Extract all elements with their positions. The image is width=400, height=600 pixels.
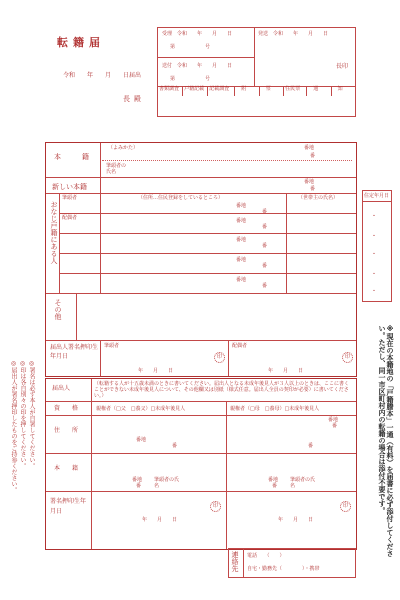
office-col: 通 [307,86,331,96]
honseki2-ban-1: 番 [136,483,142,489]
shikaku-1[interactable]: 親権者（□父 □養父）□未成年後見人 [96,406,186,412]
reception-date: 受理 令和 年 月 日 [162,31,233,37]
haiguusha-col: 配偶者 [62,215,78,221]
form-title: 転籍届 [57,36,105,49]
phone-line[interactable]: 電話 （ ） [247,553,285,559]
renrakusaki-label: 連絡先 [231,551,239,572]
left-note-2: ◎印は各自別々の印を押してください。 [19,360,26,469]
main-form [45,142,357,377]
office-col: 知 [337,86,343,92]
phone-types[interactable]: 自宅・勤務先（ ）・携帯 [247,566,320,572]
address-header: （住所…住民登録をしているところ） [138,195,224,201]
office-columns [158,86,355,96]
sending-date: 発送 令和 年 月 日 [258,31,329,37]
sonota-label: その他 [54,299,62,320]
honseki-label: 本 籍 [54,153,89,161]
seal-4[interactable]: 印 [340,501,351,512]
new-banchi: 番地 [304,179,315,185]
yomikata-label: （よみかた） [108,145,139,151]
office-col: 附 [235,86,259,96]
jusho-ban-1: 番 [172,443,178,449]
honseki2-banchi-1: 番地 [132,477,143,483]
todokede-note: （転籍する人が十五歳未満のときに書いてください。届出人となる未成年後見人が３人以上のときは、ここに書くことができない未成年後見人について、その他欄又は別紙（様式任意。届出人全員の契印が必要）に書いてください。） [94,381,350,399]
household-header: （世帯主の氏名） [298,195,339,201]
left-note-3: ◎届出人が署名押印したものをご持参ください。 [10,360,17,493]
left-note-1: ◎署名は必ず本人が自署してください。 [28,360,35,469]
hittousha-signer: 筆頭者 [104,343,120,349]
recipient: 長殿 [123,95,145,103]
hittousha-col: 筆頭者 [62,195,78,201]
honseki2-label: 本 籍 [54,465,79,472]
seal-3[interactable]: 印 [210,501,221,512]
honseki2-ban-2: 番 [272,483,278,489]
banchi-5: 番地 [236,277,247,283]
ban-label: 番 [310,153,316,159]
office-col: 戸籍記載 [183,86,208,96]
onaji-koseki-label: おなじ戸籍にある人 [50,201,58,264]
jusho-banchi-1: 番地 [136,437,147,443]
ban-5: 番 [262,283,268,289]
shomei-label: 署名押印生年月日 [50,498,87,515]
jusho-banchi-2: 番地 [328,417,339,423]
honseki2-hittousha-1: 筆頭者の氏名 [154,477,180,489]
banchi-label: 番地 [304,145,315,151]
todokede-label: 届出人署名押印生年月日 [50,344,99,360]
change-date-column: 住定年月日 ・ ・ ・ ・ ・ [362,190,392,302]
new-ban: 番 [310,186,316,192]
banchi-3: 番地 [236,237,247,243]
jusho-ban-2: 番 [332,423,338,429]
delivery-number: 第 号 [170,76,211,82]
lower-form [45,378,357,550]
banchi-1: 番地 [236,203,247,209]
banchi-2: 番地 [236,218,247,224]
ban-4: 番 [262,263,268,269]
chief-seal-label: 長印 [336,63,349,70]
dob-2: 年 月 日 [268,368,304,374]
change-date-header: 住定年月日 [364,193,390,199]
haiguusha-signer: 配偶者 [232,343,248,349]
office-col: 住民票 [284,86,307,96]
office-col: 票 [260,86,284,96]
ban-2: 番 [262,224,268,230]
seal-2[interactable]: 印 [342,352,353,363]
honseki2-banchi-2: 番地 [268,477,279,483]
right-note: ※現在の本籍地の「戸籍謄本」一通（有料）を届書に必ず添付してください。ただし、同一市区町村内の転籍の場合は添付不要です。 [378,325,394,557]
dob-3: 年 月 日 [142,517,178,523]
seal-1[interactable]: 印 [214,352,225,363]
honseki2-hittousha-2: 筆頭者の氏名 [290,477,316,489]
contact-box [228,548,356,578]
delivery-date: 送付 令和 年 月 日 [162,63,233,69]
hittousha-label: 筆頭者の氏名 [106,163,127,175]
dob-1: 年 月 日 [138,368,174,374]
office-col: 書類調査 [158,86,183,96]
shikaku-2[interactable]: 親権者（□母 □養母）□未成年後見人 [230,406,320,412]
jusho-label: 住 所 [54,427,79,434]
filing-date: 令和 年 月 日届出 [63,72,142,79]
banchi-4: 番地 [236,257,247,263]
ban-3: 番 [262,243,268,249]
ban-1: 番 [262,209,268,215]
office-use-box [157,27,356,117]
jusho-ban-3: 番 [308,443,314,449]
office-col: 記載調査 [208,86,235,96]
new-honseki-label: 新しい本籍 [52,183,87,191]
todokede-person-label: 届出人 [52,385,71,392]
dob-4: 年 月 日 [278,517,314,523]
reception-number: 第 号 [170,44,211,50]
form-header [45,30,155,110]
shikaku-label: 資 格 [54,405,79,412]
